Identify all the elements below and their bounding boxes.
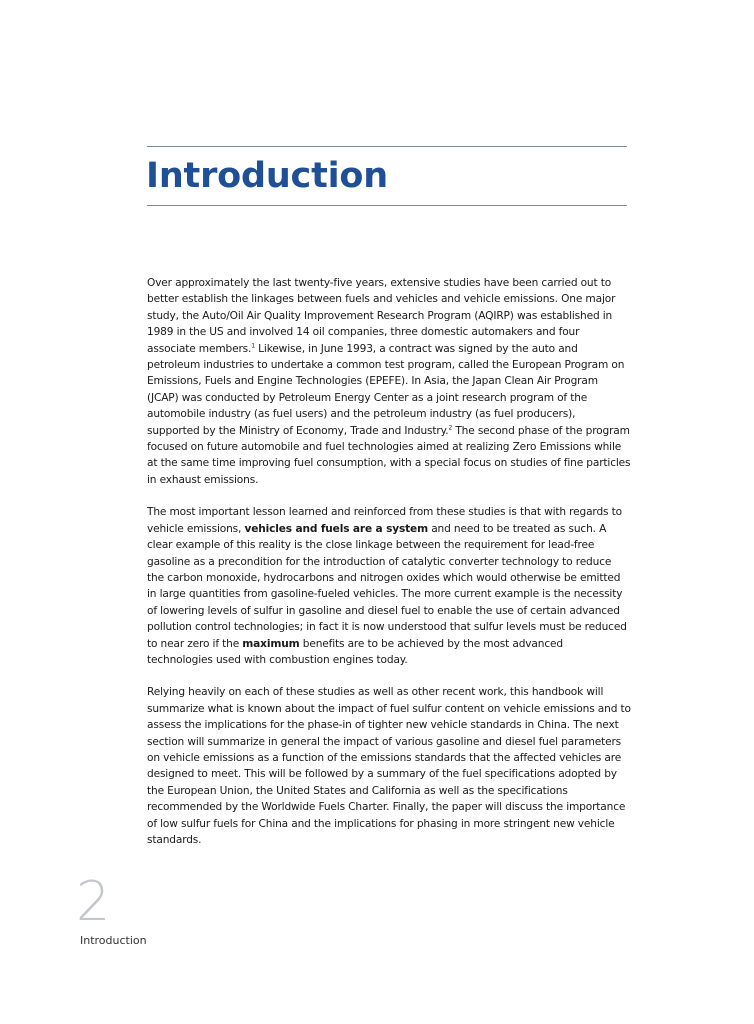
title-top-rule	[147, 146, 627, 147]
page-title: Introduction	[146, 156, 388, 196]
paragraph-3-text: Relying heavily on each of these studies as well as other recent work, this handbook will summarize what is known about the impact of fuel sulfur content on vehicle emissions and to assess the implications for the phase-in of tighter new vehicle standards in China. The next section will summarize in general the impact of various gasoline and diesel fuel parameters on vehicle emissions as a function of the emissions standards that the affected vehicles are designed to meet. This will be followed by a summary of the fuel specifications adopted by the European Union, the United States and California as well as the specifications recommended by the Worldwide Fuels Charter. Finally, the paper will discuss the importance of low sulfur fuels for China and the implications for phasing in more stringent new vehicle standards.	[147, 686, 631, 846]
paragraph-2-emphasis-system: vehicles and fuels are a system	[244, 522, 428, 535]
paragraph-2	[147, 504, 631, 668]
page-number: 2	[76, 870, 111, 933]
paragraph-2-emphasis-maximum: maximum	[242, 637, 300, 650]
body-text	[147, 275, 631, 864]
paragraph-2-part-a: The most important lesson learned and reinforced from these studies is that with regards to vehicle emissions,	[147, 506, 622, 535]
footnote-ref-2: 2	[448, 424, 453, 432]
paragraph-2-part-c: benefits are to be achieved by the most advanced technologies used with combustion engines today.	[147, 637, 563, 666]
paragraph-2-part-b: and need to be treated as such. A clear example of this reality is the close linkage between the requirement for lead-free gasoline as a precondition for the introduction of catalytic converter technology to reduce the carbon monoxide, hydrocarbons and nitrogen oxides which would otherwise be emitted in large quantities from gasoline-fueled vehicles. The more current example is the necessity of lowering levels of sulfur in gasoline and diesel fuel to enable the use of certain advanced pollution control technologies; in fact it is now understood that sulfur levels must be reduced to near zero if the	[147, 522, 627, 650]
paragraph-1-part-a: Over approximately the last twenty-five years, extensive studies have been carried out to better establish the linkages between fuels and vehicles and vehicle emissions. One major study, the Auto/Oil Air Quality Improvement Research Program (AQIRP) was established in 1989 in the US and involved 14 oil companies, three domestic automakers and four associate members.	[147, 277, 616, 355]
paragraph-3	[147, 684, 631, 848]
title-bottom-rule	[147, 205, 627, 206]
paragraph-1-part-b: Likewise, in June 1993, a contract was signed by the auto and petroleum industries to undertake a common test program, called the European Program on Emissions, Fuels and Engine Technologies (EPEFE). In Asia, the Japan Clean Air Program (JCAP) was conducted by Petroleum Energy Center as a joint research program of the automobile industry (as fuel users) and the petroleum industry (as fuel producers), supported by the Ministry of Economy, Trade and Industry.	[147, 342, 625, 437]
paragraph-1-part-c: The second phase of the program focused on future automobile and fuel technologies aimed at realizing Zero Emissions while at the same time improving fuel consumption, with a special focus on studies of fine particles in exhaust emissions.	[147, 424, 631, 486]
footer-section-label: Introduction	[80, 934, 147, 947]
footnote-ref-1: 1	[251, 342, 255, 350]
paragraph-1	[147, 275, 631, 488]
